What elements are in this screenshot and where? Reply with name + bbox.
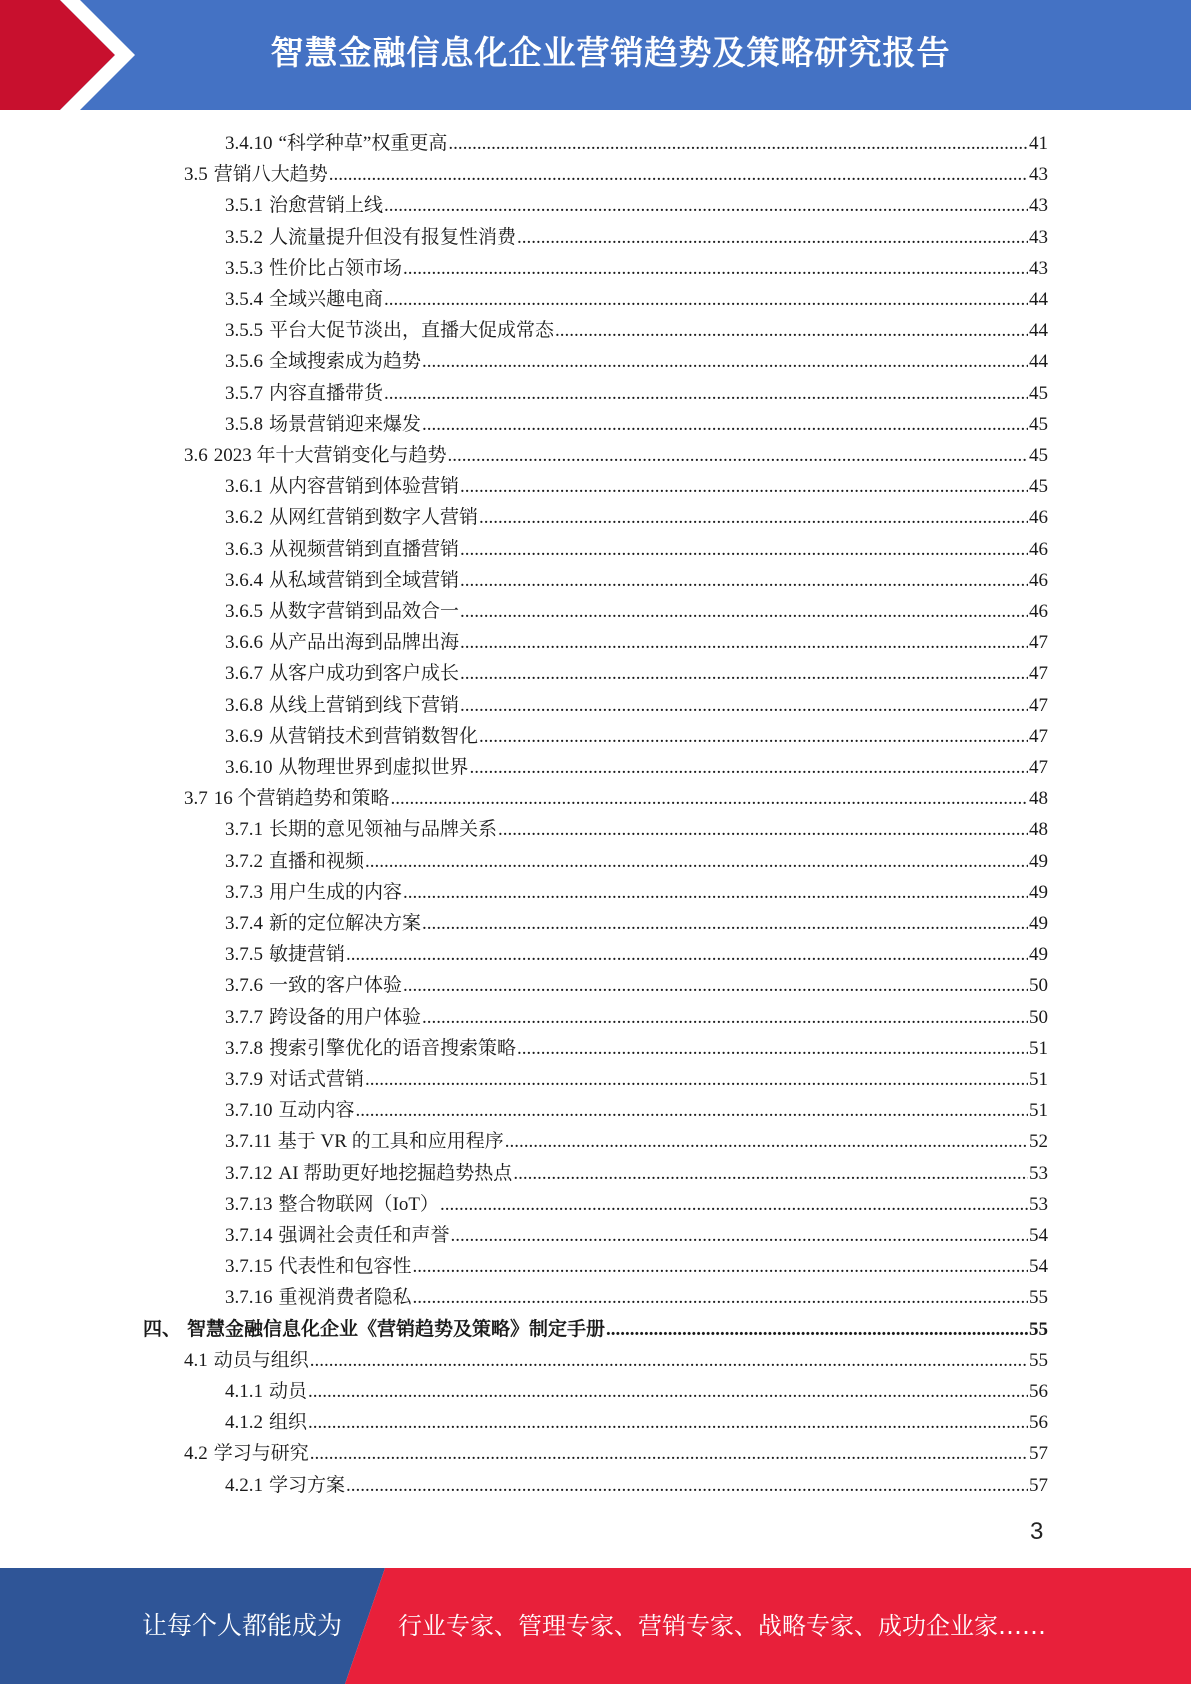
toc-entry-label — [225, 908, 421, 939]
toc-entry-title: 从数字营销到品效合一 — [269, 601, 460, 622]
toc-entry-label — [225, 690, 459, 721]
toc-entry-title: 学习与研究 — [213, 1443, 309, 1465]
toc-entry[interactable] — [225, 939, 1048, 970]
toc-entry-title: 强调社会责任和声誉 — [278, 1225, 450, 1246]
toc-entry-title: 重视消费者隐私 — [278, 1287, 412, 1309]
toc-dot-leader — [391, 783, 1028, 814]
toc-entry-label — [225, 253, 402, 284]
toc-dot-leader — [479, 721, 1028, 752]
toc-dot-leader — [460, 627, 1028, 658]
toc-entry-label — [225, 1002, 421, 1033]
toc-entry-title: 动员 — [269, 1381, 308, 1402]
toc-entry[interactable] — [225, 378, 1048, 409]
toc-entry-title: 治愈营销上线 — [269, 195, 384, 217]
toc-entry-number: 3.7.9 — [225, 1069, 263, 1090]
toc-entry-number: 3.7.6 — [225, 975, 263, 997]
toc-entry-page: 49 — [1029, 944, 1048, 966]
toc-entry[interactable] — [184, 159, 1048, 190]
toc-entry-label — [225, 658, 459, 689]
toc-entry-number: 3.5.5 — [225, 320, 263, 342]
toc-entry-page: 43 — [1029, 195, 1048, 217]
toc-entry-title: 互动内容 — [278, 1100, 355, 1122]
toc-entry-page: 49 — [1029, 850, 1048, 872]
toc-entry-page: 50 — [1029, 975, 1048, 997]
toc-dot-leader — [308, 1407, 1028, 1438]
toc-entry-page: 46 — [1029, 601, 1048, 622]
toc-entry-number: 3.7.1 — [225, 819, 263, 841]
toc-entry-number: 3.6.4 — [225, 569, 263, 591]
toc-dot-leader — [606, 1314, 1028, 1345]
toc-dot-leader — [460, 658, 1028, 689]
toc-entry-page: 45 — [1029, 476, 1048, 498]
toc-dot-leader — [440, 1189, 1028, 1220]
toc-entry-label — [225, 222, 516, 253]
toc-entry-title: 一致的客户体验 — [269, 975, 403, 997]
toc-entry-label — [225, 128, 447, 159]
toc-entry-label — [225, 814, 497, 845]
toc-entry-label — [225, 939, 345, 970]
toc-entry[interactable] — [184, 1345, 1048, 1376]
toc-entry-number: 3.5.7 — [225, 382, 263, 404]
toc-entry-title: 整合物联网（IoT） — [278, 1193, 439, 1215]
toc-entry-page: 56 — [1029, 1412, 1048, 1434]
toc-entry-label — [225, 752, 469, 783]
toc-entry-title: 从产品出海到品牌出海 — [269, 632, 460, 654]
toc-entry-page: 47 — [1029, 725, 1048, 747]
toc-entry-page: 48 — [1029, 788, 1048, 810]
toc-entry[interactable] — [225, 1033, 1048, 1064]
toc-entry-label — [225, 721, 478, 752]
toc-entry-number: 3.6.5 — [225, 601, 263, 622]
toc-entry-label — [225, 534, 459, 565]
toc-entry[interactable] — [225, 1189, 1048, 1220]
toc-entry-label — [184, 1438, 309, 1469]
toc-dot-leader — [451, 1220, 1028, 1251]
toc-entry-number: 3.6.3 — [225, 538, 263, 560]
toc-entry-number: 3.7.3 — [225, 881, 263, 903]
toc-dot-leader — [365, 846, 1028, 877]
toc-entry-number: 3.5.8 — [225, 413, 263, 435]
toc-dot-leader — [346, 1470, 1028, 1501]
toc-entry-title: 从线上营销到线下营销 — [269, 694, 460, 716]
toc-entry-title: 跨设备的用户体验 — [269, 1006, 422, 1028]
toc-entry-label — [225, 190, 383, 221]
toc-entry-title: 搜索引擎优化的语音搜索策略 — [269, 1037, 517, 1059]
toc-entry-page: 57 — [1029, 1474, 1048, 1496]
toc-entry[interactable] — [225, 222, 1048, 253]
toc-entry-number: 3.6.6 — [225, 632, 263, 654]
toc-dot-leader — [310, 1438, 1028, 1469]
toc-entry-label — [225, 1282, 412, 1313]
toc-dot-leader — [513, 1158, 1028, 1189]
toc-entry-number: 3.6.2 — [225, 507, 263, 529]
toc-entry[interactable] — [225, 315, 1048, 346]
toc-entry-page: 46 — [1029, 507, 1048, 529]
toc-entry-title: 人流量提升但没有报复性消费 — [269, 226, 517, 248]
toc-entry-number: 3.5.1 — [225, 195, 263, 217]
toc-entry-page: 46 — [1029, 569, 1048, 591]
toc-entry[interactable] — [225, 1282, 1048, 1313]
toc-entry-number: 3.6 — [184, 445, 208, 466]
footer-banner — [0, 1568, 1191, 1684]
toc-entry-page: 46 — [1029, 538, 1048, 560]
toc-entry-page: 54 — [1029, 1225, 1048, 1246]
toc-entry-title: 从营销技术到营销数智化 — [269, 725, 479, 747]
toc-entry-title: 代表性和包容性 — [278, 1256, 412, 1278]
toc-entry-label — [225, 1220, 450, 1251]
toc-dot-leader — [460, 565, 1028, 596]
toc-entry-page: 51 — [1029, 1037, 1048, 1059]
toc-entry-number: 3.7.5 — [225, 944, 263, 966]
toc-dot-leader — [384, 284, 1028, 315]
toc-entry-page: 43 — [1029, 164, 1048, 186]
toc-entry-label — [225, 315, 554, 346]
toc-dot-leader — [384, 190, 1028, 221]
toc-entry-number: 3.7.11 — [225, 1131, 272, 1153]
toc-entry-number: 3.7.14 — [225, 1225, 273, 1246]
toc-dot-leader — [346, 939, 1028, 970]
toc-entry-page: 52 — [1029, 1131, 1048, 1153]
toc-entry[interactable] — [225, 565, 1048, 596]
toc-entry-label — [225, 346, 421, 377]
toc-entry[interactable] — [143, 1314, 1048, 1345]
toc-entry-page: 55 — [1029, 1287, 1048, 1309]
toc-entry[interactable] — [225, 534, 1048, 565]
toc-entry-title: 用户生成的内容 — [269, 881, 403, 903]
toc-entry-label — [143, 1314, 605, 1345]
toc-entry-label — [225, 1251, 412, 1282]
toc-dot-leader — [448, 440, 1028, 471]
toc-entry-label — [225, 565, 459, 596]
toc-entry-number: 3.7.2 — [225, 850, 263, 872]
toc-entry-label — [184, 1345, 309, 1376]
toc-entry-page: 47 — [1029, 663, 1048, 685]
toc-entry[interactable] — [225, 658, 1048, 689]
toc-dot-leader — [365, 1064, 1028, 1095]
toc-entry-label — [225, 471, 459, 502]
toc-entry-title: 从网红营销到数字人营销 — [269, 507, 479, 529]
toc-entry-title: 营销八大趋势 — [213, 164, 328, 186]
toc-entry-number: 3.5.2 — [225, 226, 263, 248]
toc-entry[interactable] — [225, 970, 1048, 1001]
toc-entry[interactable] — [225, 471, 1048, 502]
toc-entry-label — [184, 440, 447, 471]
toc-entry-page: 53 — [1029, 1162, 1048, 1184]
toc-entry-label — [225, 970, 402, 1001]
toc-entry[interactable] — [225, 690, 1048, 721]
toc-entry-number: 4.1.2 — [225, 1412, 263, 1434]
toc-entry[interactable] — [225, 253, 1048, 284]
toc-entry[interactable] — [225, 128, 1048, 159]
toc-entry[interactable] — [225, 1376, 1048, 1407]
toc-entry-label — [225, 378, 383, 409]
toc-entry-page: 53 — [1029, 1193, 1048, 1215]
toc-entry-number: 3.7.8 — [225, 1037, 263, 1059]
toc-entry-page: 50 — [1029, 1006, 1048, 1028]
toc-entry-title: 直播和视频 — [269, 850, 365, 872]
toc-entry-title: 2023 年十大营销变化与趋势 — [213, 445, 447, 466]
toc-entry[interactable] — [225, 908, 1048, 939]
toc-dot-leader — [308, 1376, 1028, 1407]
toc-entry-number: 3.7.10 — [225, 1100, 273, 1122]
toc-entry-label — [225, 596, 459, 627]
toc-entry-title: 从内容营销到体验营销 — [269, 476, 460, 498]
toc-entry-page: 47 — [1029, 757, 1048, 778]
toc-entry-page: 45 — [1029, 445, 1048, 466]
toc-entry-title: 从物理世界到虚拟世界 — [278, 757, 469, 778]
toc-entry-page: 54 — [1029, 1256, 1048, 1278]
toc-dot-leader — [422, 409, 1028, 440]
toc-entry-label — [225, 846, 364, 877]
toc-entry-page: 43 — [1029, 226, 1048, 248]
toc-entry-title: 全域搜索成为趋势 — [269, 351, 422, 373]
toc-entry-label — [225, 409, 421, 440]
toc-entry-label — [225, 627, 459, 658]
toc-dot-leader — [479, 502, 1028, 533]
toc-entry[interactable] — [225, 814, 1048, 845]
toc-entry-label — [225, 1189, 439, 1220]
toc-entry-page: 48 — [1029, 819, 1048, 841]
toc-entry[interactable] — [225, 1064, 1048, 1095]
toc-entry-label — [225, 1376, 307, 1407]
toc-dot-leader — [403, 877, 1028, 908]
toc-entry-title: 全域兴趣电商 — [269, 289, 384, 310]
toc-entry-title: 从视频营销到直播营销 — [269, 538, 460, 560]
toc-entry[interactable] — [225, 596, 1048, 627]
toc-entry-title: 性价比占领市场 — [269, 257, 403, 279]
toc-entry-title: 长期的意见领袖与品牌关系 — [269, 819, 498, 841]
toc-entry[interactable] — [225, 1126, 1048, 1157]
toc-entry[interactable] — [225, 409, 1048, 440]
toc-entry[interactable] — [225, 190, 1048, 221]
toc-entry[interactable] — [225, 284, 1048, 315]
toc-entry[interactable] — [225, 877, 1048, 908]
toc-dot-leader — [460, 471, 1028, 502]
footer-slogan-left: 让每个人都能成为 — [142, 1611, 343, 1640]
toc-entry-label — [225, 877, 402, 908]
toc-entry-number: 4.1 — [184, 1349, 208, 1371]
toc-entry-page: 44 — [1029, 289, 1048, 310]
toc-entry-number: 四、 — [143, 1318, 182, 1340]
toc-entry-page: 47 — [1029, 632, 1048, 654]
toc-entry-number: 4.2 — [184, 1443, 208, 1465]
toc-entry-number: 3.5 — [184, 164, 208, 186]
toc-dot-leader — [555, 315, 1028, 346]
toc-entry-title: 新的定位解决方案 — [269, 913, 422, 934]
toc-dot-leader — [517, 222, 1028, 253]
toc-dot-leader — [460, 596, 1028, 627]
toc-entry[interactable] — [225, 1407, 1048, 1438]
toc-dot-leader — [422, 908, 1028, 939]
toc-entry-number: 3.7.12 — [225, 1162, 273, 1184]
toc-entry-label — [225, 284, 383, 315]
toc-entry-number: 3.7.4 — [225, 913, 263, 934]
toc-entry-title: 场景营销迎来爆发 — [269, 413, 422, 435]
toc-entry[interactable] — [225, 346, 1048, 377]
toc-dot-leader — [413, 1282, 1028, 1313]
toc-entry-title: AI 帮助更好地挖掘趋势热点 — [278, 1162, 513, 1184]
toc-dot-leader — [448, 128, 1028, 159]
toc-entry-page: 55 — [1029, 1318, 1048, 1340]
toc-entry-number: 3.7 — [184, 788, 208, 810]
toc-entry[interactable] — [225, 1158, 1048, 1189]
toc-entry-number: 3.6.1 — [225, 476, 263, 498]
toc-dot-leader — [310, 1345, 1028, 1376]
toc-entry-title: 智慧金融信息化企业《营销趋势及策略》制定手册 — [187, 1318, 606, 1340]
toc-entry[interactable] — [225, 752, 1048, 783]
toc-dot-leader — [505, 1126, 1028, 1157]
toc-entry-label — [225, 1126, 504, 1157]
toc-entry-title: 16 个营销趋势和策略 — [213, 788, 390, 810]
toc-entry-page: 41 — [1029, 133, 1048, 154]
toc-dot-leader — [460, 690, 1028, 721]
toc-entry[interactable] — [184, 1438, 1048, 1469]
toc-entry-page: 44 — [1029, 351, 1048, 373]
toc-entry-label — [225, 1095, 355, 1126]
toc-entry-title: “科学种草”权重更高 — [278, 133, 448, 154]
toc-entry-number: 3.7.7 — [225, 1006, 263, 1028]
toc-entry-number: 3.6.8 — [225, 694, 263, 716]
toc-entry-label — [225, 1407, 307, 1438]
toc-entry[interactable] — [225, 1220, 1048, 1251]
toc-entry-number: 3.6.7 — [225, 663, 263, 685]
toc-entry[interactable] — [225, 1002, 1048, 1033]
footer-slogan-right: 行业专家、管理专家、营销专家、战略专家、成功企业家…… — [398, 1612, 1046, 1640]
header-banner — [0, 0, 1191, 110]
toc-dot-leader — [413, 1251, 1028, 1282]
toc-entry-number: 3.5.6 — [225, 351, 263, 373]
toc-entry[interactable] — [184, 440, 1048, 471]
toc-entry-page: 44 — [1029, 320, 1048, 342]
toc-entry-number: 3.7.13 — [225, 1193, 273, 1215]
toc-entry-title: 内容直播带货 — [269, 382, 384, 404]
toc-entry-number: 3.7.16 — [225, 1287, 273, 1309]
toc-entry-label — [225, 502, 478, 533]
page-number: 3 — [1030, 1518, 1044, 1545]
toc-dot-leader — [384, 378, 1028, 409]
toc-entry-number: 3.6.9 — [225, 725, 263, 747]
toc-entry-number: 3.4.10 — [225, 133, 273, 154]
toc-dot-leader — [403, 253, 1028, 284]
toc-entry-number: 3.6.10 — [225, 757, 273, 778]
toc-entry-page: 45 — [1029, 413, 1048, 435]
toc-dot-leader — [329, 159, 1028, 190]
toc-entry[interactable] — [225, 1470, 1048, 1501]
toc-entry-title: 敏捷营销 — [269, 944, 346, 966]
toc-dot-leader — [460, 534, 1028, 565]
toc-entry-page: 47 — [1029, 694, 1048, 716]
toc-dot-leader — [470, 752, 1028, 783]
toc-entry-page: 45 — [1029, 382, 1048, 404]
toc-entry-title: 对话式营销 — [269, 1069, 365, 1090]
toc-entry-page: 51 — [1029, 1100, 1048, 1122]
toc-entry-page: 43 — [1029, 257, 1048, 279]
toc-entry-title: 从客户成功到客户成长 — [269, 663, 460, 685]
toc-entry-title: 基于 VR 的工具和应用程序 — [277, 1131, 504, 1153]
toc-entry-label — [225, 1470, 345, 1501]
toc-entry-title: 学习方案 — [269, 1474, 346, 1496]
toc-entry-number: 4.1.1 — [225, 1381, 263, 1402]
toc-dot-leader — [498, 814, 1028, 845]
toc-entry-number: 3.5.4 — [225, 289, 263, 310]
toc-entry-title: 平台大促节淡出，直播大促成常态 — [269, 320, 555, 342]
toc-dot-leader — [356, 1095, 1028, 1126]
toc-entry-page: 49 — [1029, 913, 1048, 934]
toc-dot-leader — [517, 1033, 1028, 1064]
toc-entry-label — [184, 159, 328, 190]
toc-entry-title: 从私域营销到全域营销 — [269, 569, 460, 591]
toc-dot-leader — [422, 1002, 1028, 1033]
toc-entry-title: 组织 — [269, 1412, 308, 1434]
toc-entry-page: 56 — [1029, 1381, 1048, 1402]
toc-entry[interactable] — [225, 1251, 1048, 1282]
toc-entry-number: 3.7.15 — [225, 1256, 273, 1278]
toc-entry-label — [225, 1158, 512, 1189]
toc-entry-page: 49 — [1029, 881, 1048, 903]
toc-entry[interactable] — [225, 627, 1048, 658]
toc-entry-label — [225, 1064, 364, 1095]
toc-entry-page: 51 — [1029, 1069, 1048, 1090]
toc-dot-leader — [422, 346, 1028, 377]
toc-entry-page: 57 — [1029, 1443, 1048, 1465]
toc-entry-title: 动员与组织 — [213, 1349, 309, 1371]
toc-entry-label — [184, 783, 390, 814]
toc-entry[interactable] — [225, 846, 1048, 877]
toc-entry-label — [225, 1033, 516, 1064]
toc-entry-number: 3.5.3 — [225, 257, 263, 279]
toc-entry[interactable] — [225, 1095, 1048, 1126]
toc-entry[interactable] — [225, 502, 1048, 533]
toc-dot-leader — [403, 970, 1028, 1001]
document-title: 智慧金融信息化企业营销趋势及策略研究报告 — [270, 33, 951, 72]
toc-entry[interactable] — [184, 783, 1048, 814]
toc-entry[interactable] — [225, 721, 1048, 752]
toc-entry-page: 55 — [1029, 1349, 1048, 1371]
toc-entry-number: 4.2.1 — [225, 1474, 263, 1496]
